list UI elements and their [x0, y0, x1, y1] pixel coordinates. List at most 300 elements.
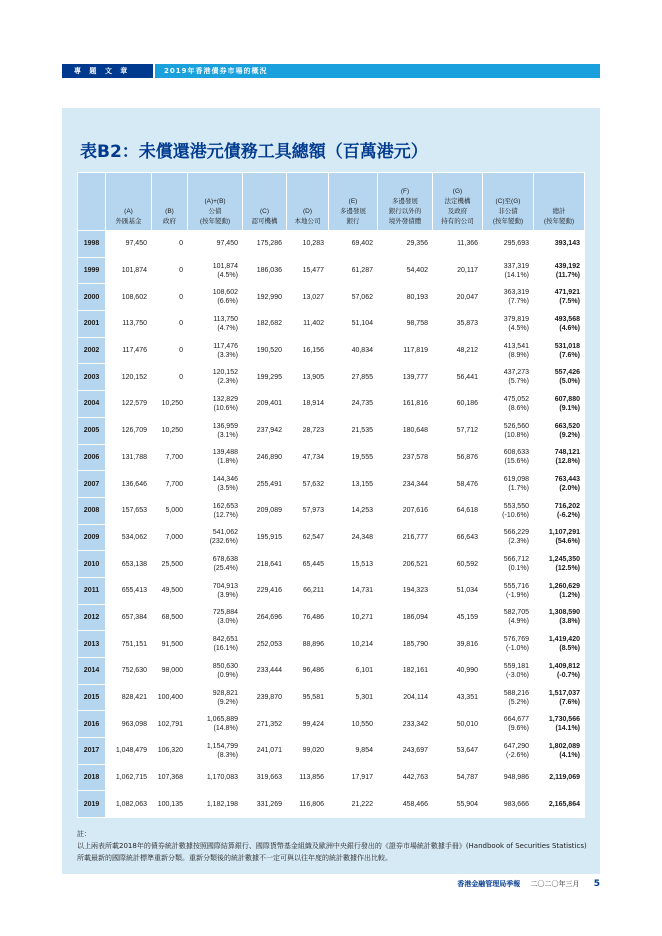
authorized-institutions-cell: [243, 337, 287, 364]
non-public-sector-cell-value: (10.8%): [504, 431, 529, 439]
total-cell-value: 557,426: [554, 369, 580, 377]
government-cell: [152, 577, 188, 604]
year-cell-value: 1998: [83, 240, 100, 248]
government-cell-value: 49,500: [161, 587, 183, 595]
authorized-institutions-cell: [243, 711, 287, 738]
exchange-fund-cell-value: 653,138: [121, 560, 147, 568]
non-mdb-overseas-cell: [378, 417, 433, 444]
local-corporates-cell: [287, 311, 329, 338]
mdb-cell: [329, 658, 378, 685]
non-public-sector-cell-value: 619,098: [503, 476, 529, 484]
local-corporates-cell-value: 99,424: [302, 720, 324, 728]
exchange-fund-cell-value: 752,630: [121, 667, 147, 675]
public-sector-cell-value: 850,630: [212, 662, 238, 670]
local-corporates-cell: [287, 604, 329, 631]
total-cell-value: (4.6%): [559, 324, 580, 332]
exchange-fund-cell-value: 655,413: [121, 587, 147, 595]
statutory-bodies-cell-value: 56,441: [456, 373, 478, 381]
government-cell-value: 100,135: [157, 800, 183, 808]
total-cell-value: (8.5%): [559, 645, 580, 653]
mdb-cell-value: 17,917: [351, 774, 373, 782]
total-cell: [534, 417, 585, 444]
public-sector-cell: [188, 257, 243, 284]
column-header: [152, 173, 188, 231]
government-cell: [152, 711, 188, 738]
mdb-cell: [329, 337, 378, 364]
total-cell: [534, 391, 585, 418]
exchange-fund-cell: [106, 257, 152, 284]
government-cell-value: 10,250: [161, 427, 183, 435]
exchange-fund-cell: [106, 604, 152, 631]
statutory-bodies-cell-value: 55,904: [456, 800, 478, 808]
total-cell-value: 1,245,350: [548, 556, 580, 564]
non-mdb-overseas-cell-value: 117,819: [403, 347, 428, 355]
year-cell: [78, 257, 106, 284]
non-mdb-overseas-cell: [378, 631, 433, 658]
year-cell-value: 2000: [83, 293, 100, 301]
non-public-sector-cell-value: 337,319: [503, 262, 529, 270]
mdb-cell: [329, 577, 378, 604]
mdb-cell-value: 27,855: [351, 373, 373, 381]
year-cell-value: 2010: [83, 560, 100, 568]
year-cell-value: 2005: [83, 427, 100, 435]
year-cell-value: 2003: [83, 373, 100, 381]
column-header: [378, 173, 433, 231]
public-sector-cell: [188, 311, 243, 338]
non-public-sector-cell: [483, 257, 534, 284]
local-corporates-cell-value: 18,914: [302, 400, 324, 408]
table-row: [78, 764, 585, 791]
total-cell-value: (1.2%): [559, 591, 580, 599]
table-row: [78, 604, 585, 631]
local-corporates-cell: [287, 364, 329, 391]
exchange-fund-cell: [106, 551, 152, 578]
statutory-bodies-cell: [433, 284, 483, 311]
year-cell: [78, 311, 106, 338]
government-cell-value: 100,400: [157, 694, 183, 702]
mdb-cell-value: 14,253: [351, 507, 373, 515]
authorized-institutions-cell-value: 229,416: [256, 587, 282, 595]
statutory-bodies-cell: [433, 524, 483, 551]
local-corporates-cell-value: 11,402: [303, 320, 324, 328]
year-cell-value: 2018: [83, 774, 100, 782]
authorized-institutions-cell-value: 246,890: [256, 453, 282, 461]
local-corporates-cell: [287, 631, 329, 658]
local-corporates-cell: [287, 577, 329, 604]
year-cell: [78, 577, 106, 604]
public-sector-cell: [188, 738, 243, 765]
public-sector-cell: [188, 364, 243, 391]
public-sector-cell-value: 704,913: [212, 582, 238, 590]
authorized-institutions-cell-value: 252,053: [256, 640, 282, 648]
exchange-fund-cell-value: 751,151: [121, 640, 147, 648]
public-sector-cell-value: (1.8%): [217, 458, 238, 466]
local-corporates-cell-value: 96,486: [302, 667, 324, 675]
total-cell-value: 471,921: [554, 289, 580, 297]
total-cell: [534, 311, 585, 338]
exchange-fund-cell-value: 120,152: [121, 373, 147, 381]
total-cell: [534, 524, 585, 551]
non-mdb-overseas-cell: [378, 337, 433, 364]
authorized-institutions-cell: [243, 417, 287, 444]
total-cell-value: (12.5%): [555, 565, 580, 573]
non-mdb-overseas-cell: [378, 231, 433, 258]
year-cell: [78, 791, 106, 818]
local-corporates-cell: [287, 791, 329, 818]
statutory-bodies-cell: [433, 764, 483, 791]
public-sector-cell-value: 101,874: [212, 262, 238, 270]
non-mdb-overseas-cell: [378, 711, 433, 738]
public-sector-cell-value: (4.5%): [217, 271, 238, 279]
local-corporates-cell-value: 95,581: [302, 694, 324, 702]
government-cell-value: 7,000: [165, 533, 183, 541]
exchange-fund-cell: [106, 738, 152, 765]
mdb-cell: [329, 711, 378, 738]
non-mdb-overseas-cell: [378, 391, 433, 418]
mdb-cell-value: 10,550: [351, 720, 373, 728]
government-cell-value: 0: [179, 373, 183, 381]
table-row: [78, 364, 585, 391]
year-cell: [78, 711, 106, 738]
local-corporates-cell: [287, 257, 329, 284]
column-label: 認可機構: [251, 218, 278, 225]
public-sector-cell: [188, 471, 243, 498]
total-cell-value: 439,192: [554, 262, 580, 270]
year-cell-value: 1999: [83, 267, 100, 275]
non-mdb-overseas-cell: [378, 364, 433, 391]
exchange-fund-cell: [106, 577, 152, 604]
mdb-cell-value: 21,222: [351, 800, 373, 808]
authorized-institutions-cell-value: 264,696: [256, 613, 282, 621]
statutory-bodies-cell-value: 20,047: [456, 293, 478, 301]
non-public-sector-cell-value: 983,666: [503, 800, 529, 808]
non-mdb-overseas-cell-value: 442,763: [402, 774, 428, 782]
non-public-sector-cell-value: 582,705: [503, 609, 529, 617]
column-code: (A)+(B): [204, 198, 226, 205]
column-label: 境外發債體: [388, 218, 422, 225]
year-cell-value: 2015: [83, 694, 100, 702]
total-cell-value: 531,018: [554, 342, 580, 350]
column-header: [534, 173, 585, 231]
non-mdb-overseas-cell-value: 80,193: [406, 293, 428, 301]
total-cell: [534, 551, 585, 578]
non-mdb-overseas-cell: [378, 444, 433, 471]
authorized-institutions-cell: [243, 551, 287, 578]
year-cell-value: 2012: [83, 613, 100, 621]
non-public-sector-cell-value: (15.6%): [504, 458, 529, 466]
government-cell: [152, 311, 188, 338]
year-cell-value: 2013: [83, 640, 100, 648]
government-cell: [152, 551, 188, 578]
authorized-institutions-cell-value: 239,870: [256, 694, 282, 702]
non-public-sector-cell-value: 559,181: [503, 662, 529, 670]
public-sector-cell-value: (12.7%): [213, 511, 238, 519]
public-sector-cell-value: 132,829: [212, 395, 238, 403]
non-mdb-overseas-cell-value: 182,161: [402, 667, 428, 675]
mdb-cell: [329, 257, 378, 284]
local-corporates-cell-value: 88,896: [302, 640, 324, 648]
exchange-fund-cell: [106, 364, 152, 391]
page-number: 5: [593, 879, 600, 889]
column-label: 多邊發展: [340, 208, 366, 215]
non-public-sector-cell-value: (4.9%): [508, 618, 529, 626]
table-row: [78, 524, 585, 551]
statutory-bodies-cell: [433, 577, 483, 604]
public-sector-cell: [188, 497, 243, 524]
total-cell-value: (9.1%): [559, 404, 580, 412]
table-row: [78, 711, 585, 738]
column-label: (按年變動): [199, 218, 231, 225]
table-row: [78, 311, 585, 338]
non-public-sector-cell-value: 647,290: [503, 742, 529, 750]
exchange-fund-cell: [106, 471, 152, 498]
exchange-fund-cell: [106, 231, 152, 258]
government-cell-value: 0: [179, 293, 183, 301]
column-label: 公債: [208, 208, 222, 215]
government-cell: [152, 257, 188, 284]
mdb-cell-value: 9,854: [355, 747, 373, 755]
non-public-sector-cell-value: 664,677: [503, 716, 529, 724]
total-cell: [534, 364, 585, 391]
non-public-sector-cell-value: (14.1%): [504, 271, 529, 279]
statutory-bodies-cell: [433, 391, 483, 418]
mdb-cell-value: 61,287: [351, 267, 373, 275]
exchange-fund-cell: [106, 711, 152, 738]
non-public-sector-cell: [483, 364, 534, 391]
authorized-institutions-cell-value: 237,942: [256, 427, 282, 435]
year-cell-value: 2001: [83, 320, 100, 328]
exchange-fund-cell-value: 117,476: [122, 347, 147, 355]
non-public-sector-cell-value: 363,319: [503, 289, 529, 297]
public-sector-cell-value: (3.3%): [217, 351, 238, 359]
government-cell: [152, 738, 188, 765]
total-cell: [534, 471, 585, 498]
local-corporates-cell: [287, 497, 329, 524]
public-sector-cell-value: 139,488: [212, 449, 238, 457]
table-row: [78, 444, 585, 471]
publication-date: 二〇二〇年三月: [530, 880, 580, 888]
exchange-fund-cell: [106, 684, 152, 711]
year-cell-value: 2011: [83, 587, 100, 595]
non-public-sector-cell: [483, 764, 534, 791]
statutory-bodies-cell: [433, 604, 483, 631]
year-cell: [78, 497, 106, 524]
mdb-cell-value: 21,535: [351, 427, 373, 435]
local-corporates-cell: [287, 684, 329, 711]
government-cell-value: 5,000: [165, 507, 183, 515]
statutory-bodies-cell: [433, 444, 483, 471]
table-title: 表B2：未償還港元債務工具總額（百萬港元）: [80, 142, 428, 162]
non-public-sector-cell-value: (-10.6%): [502, 511, 529, 519]
non-mdb-overseas-cell-value: 180,648: [402, 427, 428, 435]
year-cell-value: 2006: [83, 453, 100, 461]
mdb-cell-value: 40,834: [351, 347, 373, 355]
exchange-fund-cell-value: 1,062,715: [115, 774, 147, 782]
table-body: [78, 231, 585, 818]
non-public-sector-cell-value: 555,716: [503, 582, 529, 590]
non-public-sector-cell-value: 295,693: [503, 240, 529, 248]
non-public-sector-cell: [483, 524, 534, 551]
local-corporates-cell: [287, 231, 329, 258]
public-sector-cell-value: 1,154,799: [206, 742, 238, 750]
non-mdb-overseas-cell: [378, 658, 433, 685]
column-label: (按年變動): [492, 218, 524, 225]
year-cell: [78, 417, 106, 444]
non-mdb-overseas-cell-value: 206,521: [402, 560, 428, 568]
year-cell: [78, 738, 106, 765]
non-public-sector-cell: [483, 604, 534, 631]
exchange-fund-cell-value: 1,048,479: [115, 747, 147, 755]
non-mdb-overseas-cell-value: 243,697: [402, 747, 428, 755]
mdb-cell: [329, 497, 378, 524]
non-mdb-overseas-cell: [378, 284, 433, 311]
statutory-bodies-cell-value: 54,787: [456, 774, 478, 782]
non-public-sector-cell: [483, 471, 534, 498]
column-code: (C): [259, 208, 270, 215]
public-sector-cell-value: (3.9%): [217, 591, 238, 599]
exchange-fund-cell-value: 113,750: [122, 320, 147, 328]
authorized-institutions-cell-value: 209,401: [256, 400, 282, 408]
total-cell: [534, 577, 585, 604]
year-cell: [78, 444, 106, 471]
non-mdb-overseas-cell: [378, 257, 433, 284]
authorized-institutions-cell-value: 331,269: [256, 800, 282, 808]
local-corporates-cell-value: 76,486: [302, 613, 324, 621]
statutory-bodies-cell-value: 48,212: [456, 347, 478, 355]
statutory-bodies-cell-value: 39,816: [456, 640, 478, 648]
statutory-bodies-cell-value: 50,010: [456, 720, 478, 728]
table-row: [78, 471, 585, 498]
section-label: 專 題 文 章: [62, 64, 153, 78]
non-public-sector-cell: [483, 337, 534, 364]
statutory-bodies-cell-value: 57,712: [456, 427, 478, 435]
exchange-fund-cell: [106, 497, 152, 524]
local-corporates-cell-value: 15,477: [302, 267, 324, 275]
non-public-sector-cell: [483, 417, 534, 444]
statutory-bodies-cell-value: 56,876: [456, 453, 478, 461]
statutory-bodies-cell: [433, 231, 483, 258]
exchange-fund-cell: [106, 631, 152, 658]
non-public-sector-cell-value: 526,560: [503, 422, 529, 430]
non-mdb-overseas-cell: [378, 764, 433, 791]
authorized-institutions-cell: [243, 311, 287, 338]
government-cell: [152, 497, 188, 524]
non-mdb-overseas-cell-value: 207,616: [402, 507, 428, 515]
total-cell-value: (-6.2%): [557, 511, 580, 519]
statutory-bodies-cell: [433, 257, 483, 284]
local-corporates-cell: [287, 524, 329, 551]
column-code: (C)至(G): [495, 198, 521, 205]
exchange-fund-cell: [106, 444, 152, 471]
government-cell: [152, 391, 188, 418]
non-public-sector-cell-value: (-3.0%): [506, 671, 529, 679]
local-corporates-cell-value: 99,020: [302, 747, 324, 755]
local-corporates-cell-value: 57,632: [302, 480, 324, 488]
authorized-institutions-cell-value: 186,036: [256, 267, 282, 275]
public-sector-cell-value: (4.7%): [217, 324, 238, 332]
non-mdb-overseas-cell-value: 139,777: [402, 373, 428, 381]
non-public-sector-cell: [483, 684, 534, 711]
total-cell: [534, 284, 585, 311]
table-row: [78, 337, 585, 364]
local-corporates-cell: [287, 444, 329, 471]
non-public-sector-cell-value: 437,273: [503, 369, 529, 377]
non-mdb-overseas-cell: [378, 738, 433, 765]
government-cell: [152, 444, 188, 471]
authorized-institutions-cell-value: 195,915: [256, 533, 282, 541]
exchange-fund-cell-value: 126,709: [121, 427, 147, 435]
local-corporates-cell-value: 13,027: [302, 293, 324, 301]
public-sector-cell-value: (10.6%): [213, 404, 238, 412]
government-cell-value: 7,700: [165, 480, 183, 488]
government-cell-value: 68,500: [161, 613, 183, 621]
non-public-sector-cell-value: (8.6%): [508, 404, 529, 412]
column-header: [329, 173, 378, 231]
mdb-cell: [329, 631, 378, 658]
total-cell: [534, 337, 585, 364]
total-cell-value: (7.5%): [559, 298, 580, 306]
column-header: [243, 173, 287, 231]
total-cell-value: 1,730,566: [548, 716, 580, 724]
authorized-institutions-cell: [243, 738, 287, 765]
year-cell: [78, 524, 106, 551]
total-cell-value: (2.0%): [559, 485, 580, 493]
public-sector-cell: [188, 631, 243, 658]
government-cell: [152, 337, 188, 364]
column-code: (A): [124, 208, 133, 215]
table-row: [78, 231, 585, 258]
statutory-bodies-cell: [433, 711, 483, 738]
total-cell: [534, 791, 585, 818]
mdb-cell-value: 14,731: [351, 587, 373, 595]
public-sector-cell: [188, 337, 243, 364]
government-cell-value: 0: [179, 347, 183, 355]
total-cell-value: 1,308,590: [548, 609, 580, 617]
government-cell: [152, 764, 188, 791]
authorized-institutions-cell-value: 255,491: [256, 480, 282, 488]
government-cell-value: 102,791: [157, 720, 183, 728]
non-mdb-overseas-cell-value: 29,356: [406, 240, 428, 248]
local-corporates-cell-value: 65,445: [302, 560, 324, 568]
public-sector-cell-value: (3.5%): [217, 485, 238, 493]
total-cell-value: (9.2%): [559, 431, 580, 439]
total-cell: [534, 604, 585, 631]
article-label: 2019年香港債券市場的概況: [153, 64, 600, 78]
public-sector-cell-value: (9.2%): [217, 698, 238, 706]
column-label: 法定機構: [444, 198, 471, 205]
total-cell: [534, 231, 585, 258]
total-cell-value: (7.6%): [559, 351, 580, 359]
authorized-institutions-cell-value: 218,641: [256, 560, 282, 568]
total-cell: [534, 497, 585, 524]
exchange-fund-cell: [106, 391, 152, 418]
government-cell-value: 10,250: [161, 400, 183, 408]
public-sector-cell: [188, 444, 243, 471]
column-label: 銀行: [346, 218, 360, 225]
authorized-institutions-cell-value: 192,990: [256, 293, 282, 301]
column-header: [287, 173, 329, 231]
public-sector-cell-value: (0.9%): [217, 671, 238, 679]
public-sector-cell-value: (8.3%): [217, 751, 238, 759]
exchange-fund-cell-value: 534,062: [121, 533, 147, 541]
non-public-sector-cell: [483, 551, 534, 578]
table-row: [78, 577, 585, 604]
government-cell: [152, 284, 188, 311]
mdb-cell-value: 5,301: [355, 694, 373, 702]
non-mdb-overseas-cell-value: 54,402: [406, 267, 428, 275]
non-mdb-overseas-cell: [378, 311, 433, 338]
column-header: [78, 173, 106, 231]
